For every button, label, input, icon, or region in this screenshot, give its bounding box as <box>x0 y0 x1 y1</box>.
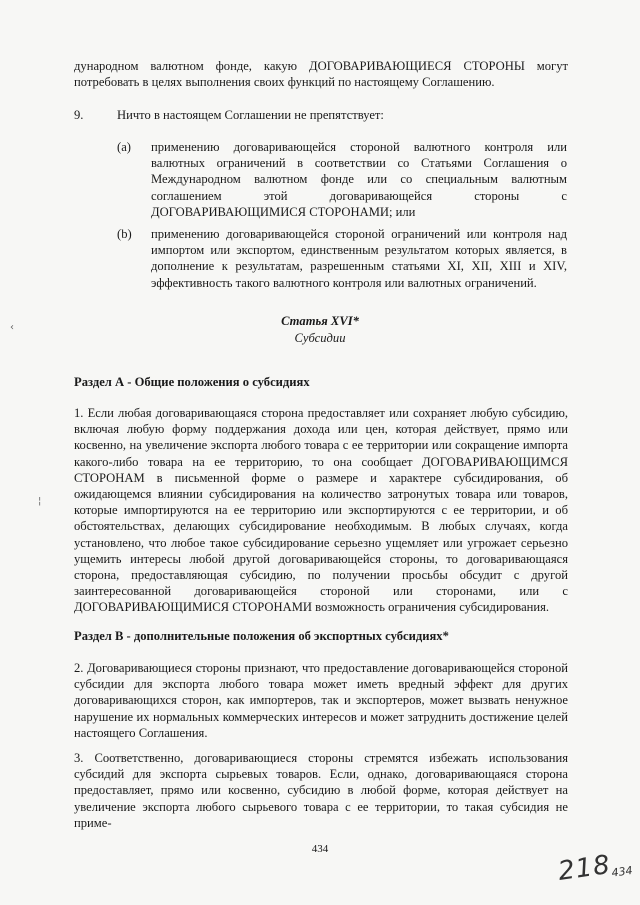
section-b-heading: Раздел В - дополнительные положения об экспортных субсидиях* <box>74 629 449 643</box>
section-b-paragraph-2: 2. Договаривающиеся стороны признают, что предоставление договаривающейся стороной субсидии для экспорта любого товара может иметь вредный эффект для других договаривающихся сторон, как импортеров, так и экспортеров, может вызвать ненужное нарушение их нормальных коммерческих интересов и может затруднить достижение целей настоящего Соглашения. <box>74 661 568 740</box>
section-b-paragraph-3: 3. Соответственно, договаривающиеся стороны стремятся избежать использования субсидий для экспорта сырьевых товаров. Если, однако, договаривающаяся сторона предоставляет, прямо или косвенно, субсидию в любой форме, которая действует на увеличение экспорта любого сырьевого товара с ее территории, то такая субсидия не приме- <box>74 751 568 830</box>
margin-scribble-mark: ¦ <box>38 496 42 507</box>
subitem-a-label: (a) <box>117 140 131 154</box>
item-9-number: 9. <box>74 108 84 122</box>
margin-scribble-mark: ‹ <box>10 322 14 333</box>
section-a-heading: Раздел А - Общие положения о субсидиях <box>74 375 310 389</box>
item-9-text: Ничто в настоящем Соглашении не препятствует: <box>117 108 384 122</box>
handwritten-small-number: 434 <box>610 863 634 880</box>
subitem-a-text: применению договаривающейся стороной валютного контроля или валютных ограничений в соответствии со Статьями Соглашения о Международном валютном фонде или со специальным валютным соглашением этой договаривающейся стороны с ДОГОВАРИВАЮЩИМИСЯ СТОРОНАМИ; или <box>151 140 567 219</box>
subitem-b-text: применению договаривающейся стороной ограничений или контроля над импортом или экспортом, единственным результатом которых является, в дополнение к результатам, разрешенным статьями XI, XII, XIII и XIV, эффективность такого валютного контроля или валютных ограничений. <box>151 227 567 290</box>
article-title: Статья XVI* <box>281 314 359 328</box>
subitem-b-label: (b) <box>117 227 132 241</box>
handwritten-number: 218 <box>556 849 613 887</box>
article-subtitle: Субсидии <box>294 331 346 345</box>
section-a-paragraph-1: 1. Если любая договаривающаяся сторона предоставляет или сохраняет любую субсидию, включая любую форму поддержания дохода или цен, которая действует, прямо или косвенно, на увеличение экспорта любого товара с ее территории или сокращение импорта какого-либо товара на ее территорию, то она сообщает ДОГОВАРИВАЮЩИМСЯ СТОРОНАМ в письменной форме о размере и характере субсидирования, об ожидающемся влиянии субсидирования на количество затронутых товара или товаров, которые импортируются на ее территорию или экспортируются с ее территории, и об обстоятельствах, делающих субсидирование необходимым. В любых случаях, когда установлено, что любое такое субсидирование серьезно ущемляет или угрожает серьезно ущемить интересы любой другой договаривающейся стороны, то договаривающаяся сторона, предоставляющая субсидию, по получении просьбы обсудит с другой заинтересованной договаривающейся стороной или сторонами, или с ДОГОВАРИВАЮЩИМИСЯ СТОРОНАМИ возможность ограничения субсидирования. <box>74 406 568 615</box>
top-paragraph: дународном валютном фонде, какую ДОГОВАРИВАЮЩИЕСЯ СТОРОНЫ могут потребовать в целях выполнения своих функций по настоящему Соглашению. <box>74 59 568 90</box>
page-number: 434 <box>311 843 329 855</box>
